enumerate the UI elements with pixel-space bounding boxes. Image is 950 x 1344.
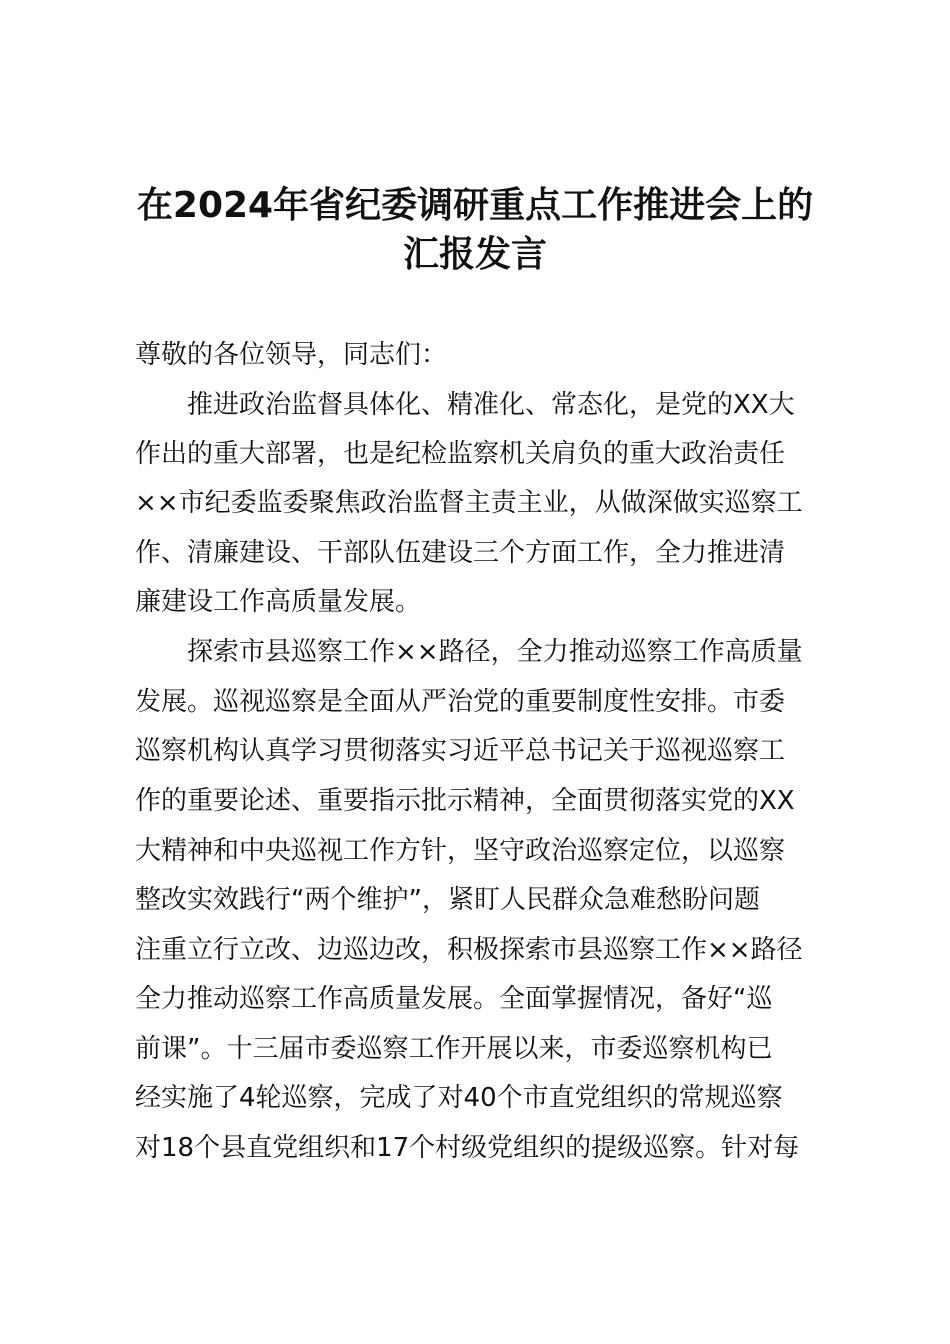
paragraph-2-line-4: 作的重要论述、重要指示批示精神，全面贯彻落实党的XX [135, 786, 795, 816]
paragraph-2-line-5: 大精神和中央巡视工作方针，坚守政治巡察定位，以巡察 [135, 836, 786, 866]
paragraph-1-line-5: 廉建设工作高质量发展。 [135, 587, 422, 617]
paragraph-2-line-3: 巡察机构认真学习贯彻落实习近平总书记关于巡视巡察工 [135, 736, 786, 766]
paragraph-1-line-4: 作、清廉建设、干部队伍建设三个方面工作，全力推进清 [135, 538, 786, 568]
paragraph-1-line-2: 作出的重大部署，也是纪检监察机关肩负的重大政治责任 [135, 439, 786, 469]
paragraph-1-line-1: 推进政治监督具体化、精准化、常态化，是党的XX大 [187, 390, 795, 420]
paragraph-2-line-1: 探索市县巡察工作××路径，全力推动巡察工作高质量 [187, 637, 803, 667]
document-title-line-2: 汇报发言 [402, 234, 547, 275]
paragraph-1-line-3: ××市纪委监委聚焦政治监督主责主业，从做深做实巡察工 [135, 488, 803, 518]
paragraph-2-line-11: 对18个县直党组织和17个村级党组织的提级巡察。针对每 [135, 1133, 800, 1163]
salutation: 尊敬的各位领导，同志们： [135, 340, 448, 370]
document-title-line-1: 在2024年省纪委调研重点工作推进会上的 [136, 185, 814, 226]
paragraph-2-line-7: 注重立行立改、边巡边改，积极探索市县巡察工作××路径 [135, 935, 803, 965]
paragraph-2-line-9: 前课”。十三届市委巡察工作开展以来，市委巡察机构已 [135, 1034, 773, 1064]
paragraph-2-line-10: 经实施了4轮巡察，完成了对40个市直党组织的常规巡察 [135, 1083, 783, 1113]
paragraph-2-line-8: 全力推动巡察工作高质量发展。全面掌握情况，备好“巡 [135, 984, 773, 1014]
paragraph-2-line-6: 整改实效践行“两个维护”，紧盯人民群众急难愁盼问题 [135, 885, 760, 915]
paragraph-2-line-2: 发展。巡视巡察是全面从严治党的重要制度性安排。市委 [135, 687, 786, 717]
